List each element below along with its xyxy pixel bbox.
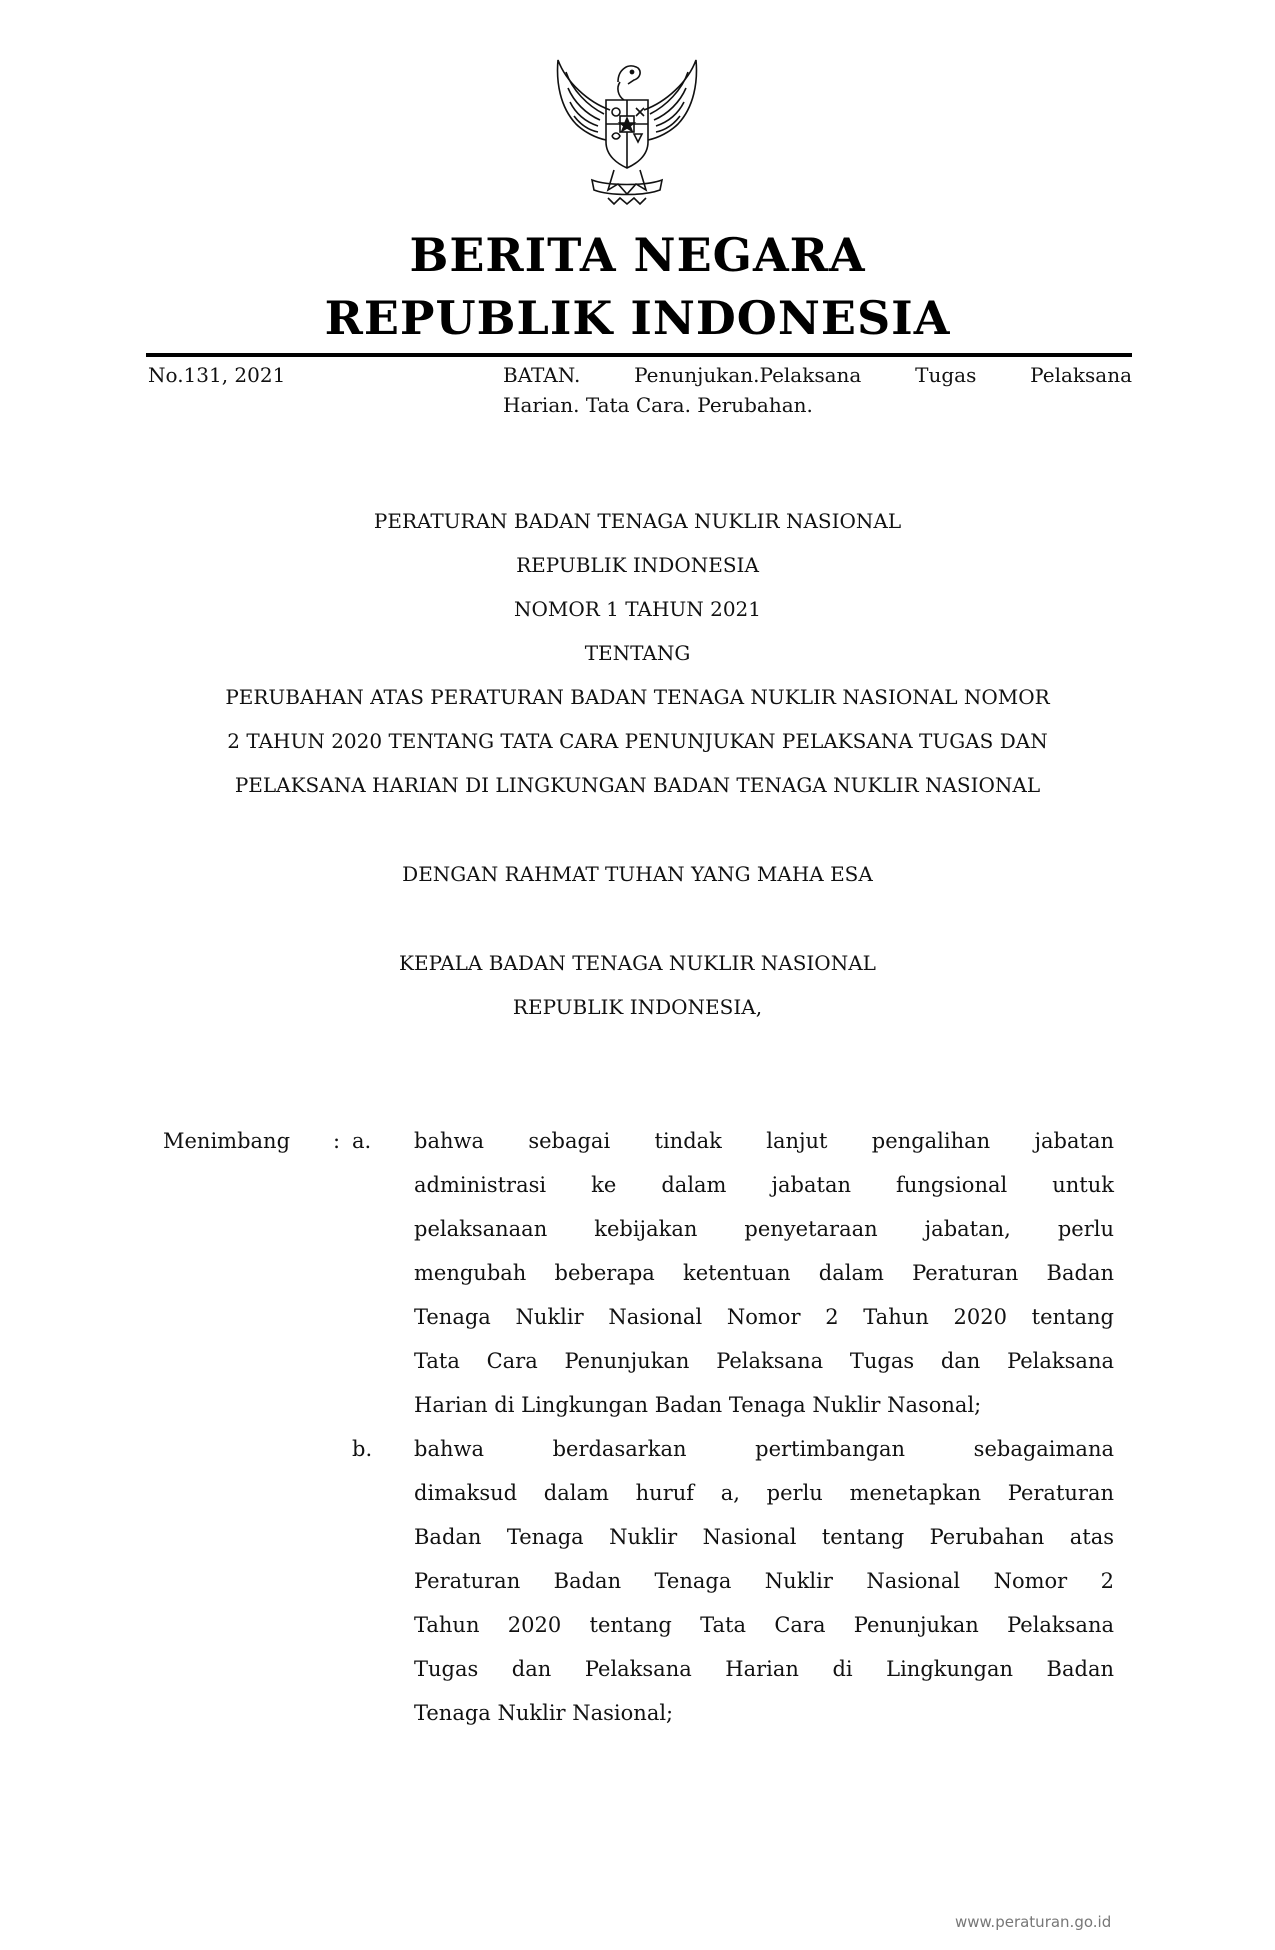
item-a-text-line: Harian di Lingkungan Badan Tenaga Nuklir Nasonal; [414, 1393, 982, 1417]
item-b-text-line: Tenaga Nuklir Nasional; [414, 1701, 674, 1725]
masthead-subtitle: REPUBLIK INDONESIA [324, 291, 951, 345]
gazette-number: No.131, 2021 [148, 363, 286, 387]
item-a-text-line: Tenaga Nuklir Nasional Nomor 2 Tahun 2020 tentang [414, 1305, 1114, 1329]
invocation: DENGAN RAHMAT TUHAN YANG MAHA ESA [402, 862, 873, 886]
item-b-text-line: Tahun 2020 tentang Tata Cara Penunjukan Pelaksana [414, 1613, 1114, 1637]
garuda-emblem-icon [548, 52, 706, 208]
item-b-text-line: dimaksud dalam huruf a, perlu menetapkan Peraturan [414, 1481, 1114, 1505]
item-a-marker: a. [352, 1129, 372, 1153]
item-a-text-line: administrasi ke dalam jabatan fungsional untuk [414, 1173, 1114, 1197]
item-b-text-line: Badan Tenaga Nuklir Nasional tentang Perubahan atas [414, 1525, 1114, 1549]
regulation-title-line: REPUBLIK INDONESIA [516, 553, 759, 577]
considerations-colon: : [333, 1129, 341, 1153]
footer-url: www.peraturan.go.id [955, 1913, 1112, 1931]
regulation-title-line: TENTANG [584, 641, 691, 665]
item-b-text-line: Tugas dan Pelaksana Harian di Lingkungan Badan [414, 1657, 1114, 1681]
masthead-rule [146, 353, 1132, 357]
regulation-title-line: PERATURAN BADAN TENAGA NUKLIR NASIONAL [373, 509, 902, 533]
regulation-subject-line: PERUBAHAN ATAS PERATURAN BADAN TENAGA NUKLIR NASIONAL NOMOR [225, 685, 1050, 709]
item-a-text-line: Tata Cara Penunjukan Pelaksana Tugas dan Pelaksana [414, 1349, 1114, 1373]
masthead-title: BERITA NEGARA [409, 228, 866, 282]
considerations-label: Menimbang [163, 1129, 291, 1153]
item-b-text-line: Peraturan Badan Tenaga Nuklir Nasional Nomor 2 [414, 1569, 1114, 1593]
item-a-text-line: bahwa sebagai tindak lanjut pengalihan jabatan [414, 1129, 1114, 1153]
item-a-text-line: mengubah beberapa ketentuan dalam Peraturan Badan [414, 1261, 1114, 1285]
gazette-summary-line: BATAN. Penunjukan.Pelaksana Tugas Pelaksana [503, 363, 1132, 387]
item-b-text-line: bahwa berdasarkan pertimbangan sebagaimana [414, 1437, 1114, 1461]
regulation-subject-line: PELAKSANA HARIAN DI LINGKUNGAN BADAN TENAGA NUKLIR NASIONAL [234, 773, 1041, 797]
item-b-marker: b. [352, 1437, 373, 1461]
authority-line: KEPALA BADAN TENAGA NUKLIR NASIONAL [399, 951, 876, 975]
authority-line: REPUBLIK INDONESIA, [512, 995, 763, 1019]
gazette-summary-line: Harian. Tata Cara. Perubahan. [503, 393, 813, 417]
regulation-subject-line: 2 TAHUN 2020 TENTANG TATA CARA PENUNJUKAN PELAKSANA TUGAS DAN [227, 729, 1048, 753]
regulation-number: NOMOR 1 TAHUN 2021 [513, 597, 761, 621]
item-a-text-line: pelaksanaan kebijakan penyetaraan jabatan, perlu [414, 1217, 1114, 1241]
